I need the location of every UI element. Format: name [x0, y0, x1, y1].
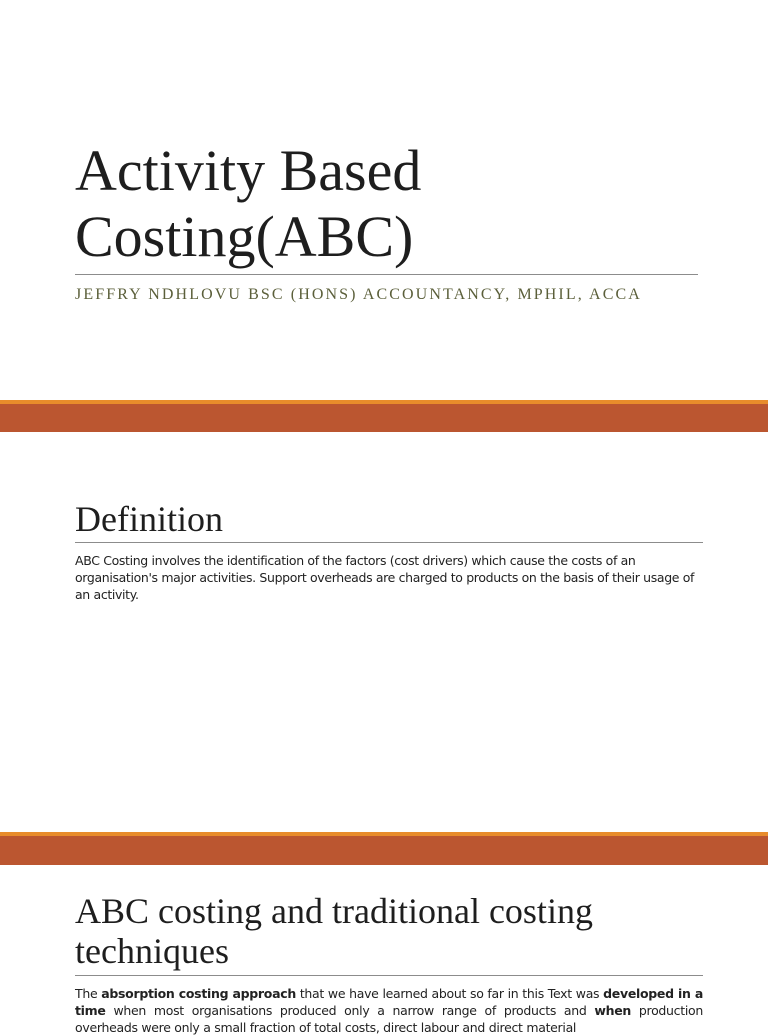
abc-comparison-divider — [75, 975, 703, 976]
body-text-segment: The — [75, 986, 102, 1001]
slide-title — [0, 0, 768, 400]
definition-heading: Definition — [75, 499, 223, 539]
body-bold-segment: absorption costing approach — [101, 986, 296, 1001]
presentation-subtitle: JEFFRY NDHLOVU BSC (HONS) ACCOUNTANCY, MPHIL, ACCA — [75, 286, 642, 303]
definition-divider — [75, 542, 703, 543]
title-line-2: Costing(ABC) — [75, 204, 414, 269]
title-line-1: Activity Based — [75, 138, 422, 203]
presentation-title — [75, 138, 421, 270]
body-bold-segment: when — [594, 1003, 632, 1018]
abc-comparison-body — [75, 985, 704, 1035]
slide-separator — [0, 400, 768, 432]
slide-definition — [0, 432, 768, 832]
body-text-segment: that we have learned about so far in this Text was — [295, 986, 604, 1001]
body-text-segment: when most organisations produced only a narrow range of products and — [105, 1003, 595, 1018]
definition-body: ABC Costing involves the identification of the factors (cost drivers) which cause the costs of an organisation's major activities. Support overheads are charged to products on the basis of their usage of an activity. — [75, 553, 695, 602]
slide-separator — [0, 832, 768, 865]
body-bold-segment: developed in a time — [75, 986, 704, 1018]
body-text-segment: production overheads were only a small fraction of total costs, direct labour and direct material — [75, 1003, 704, 1035]
abc-comparison-heading: ABC costing and traditional costing techniques — [75, 891, 593, 971]
title-divider — [75, 274, 698, 275]
